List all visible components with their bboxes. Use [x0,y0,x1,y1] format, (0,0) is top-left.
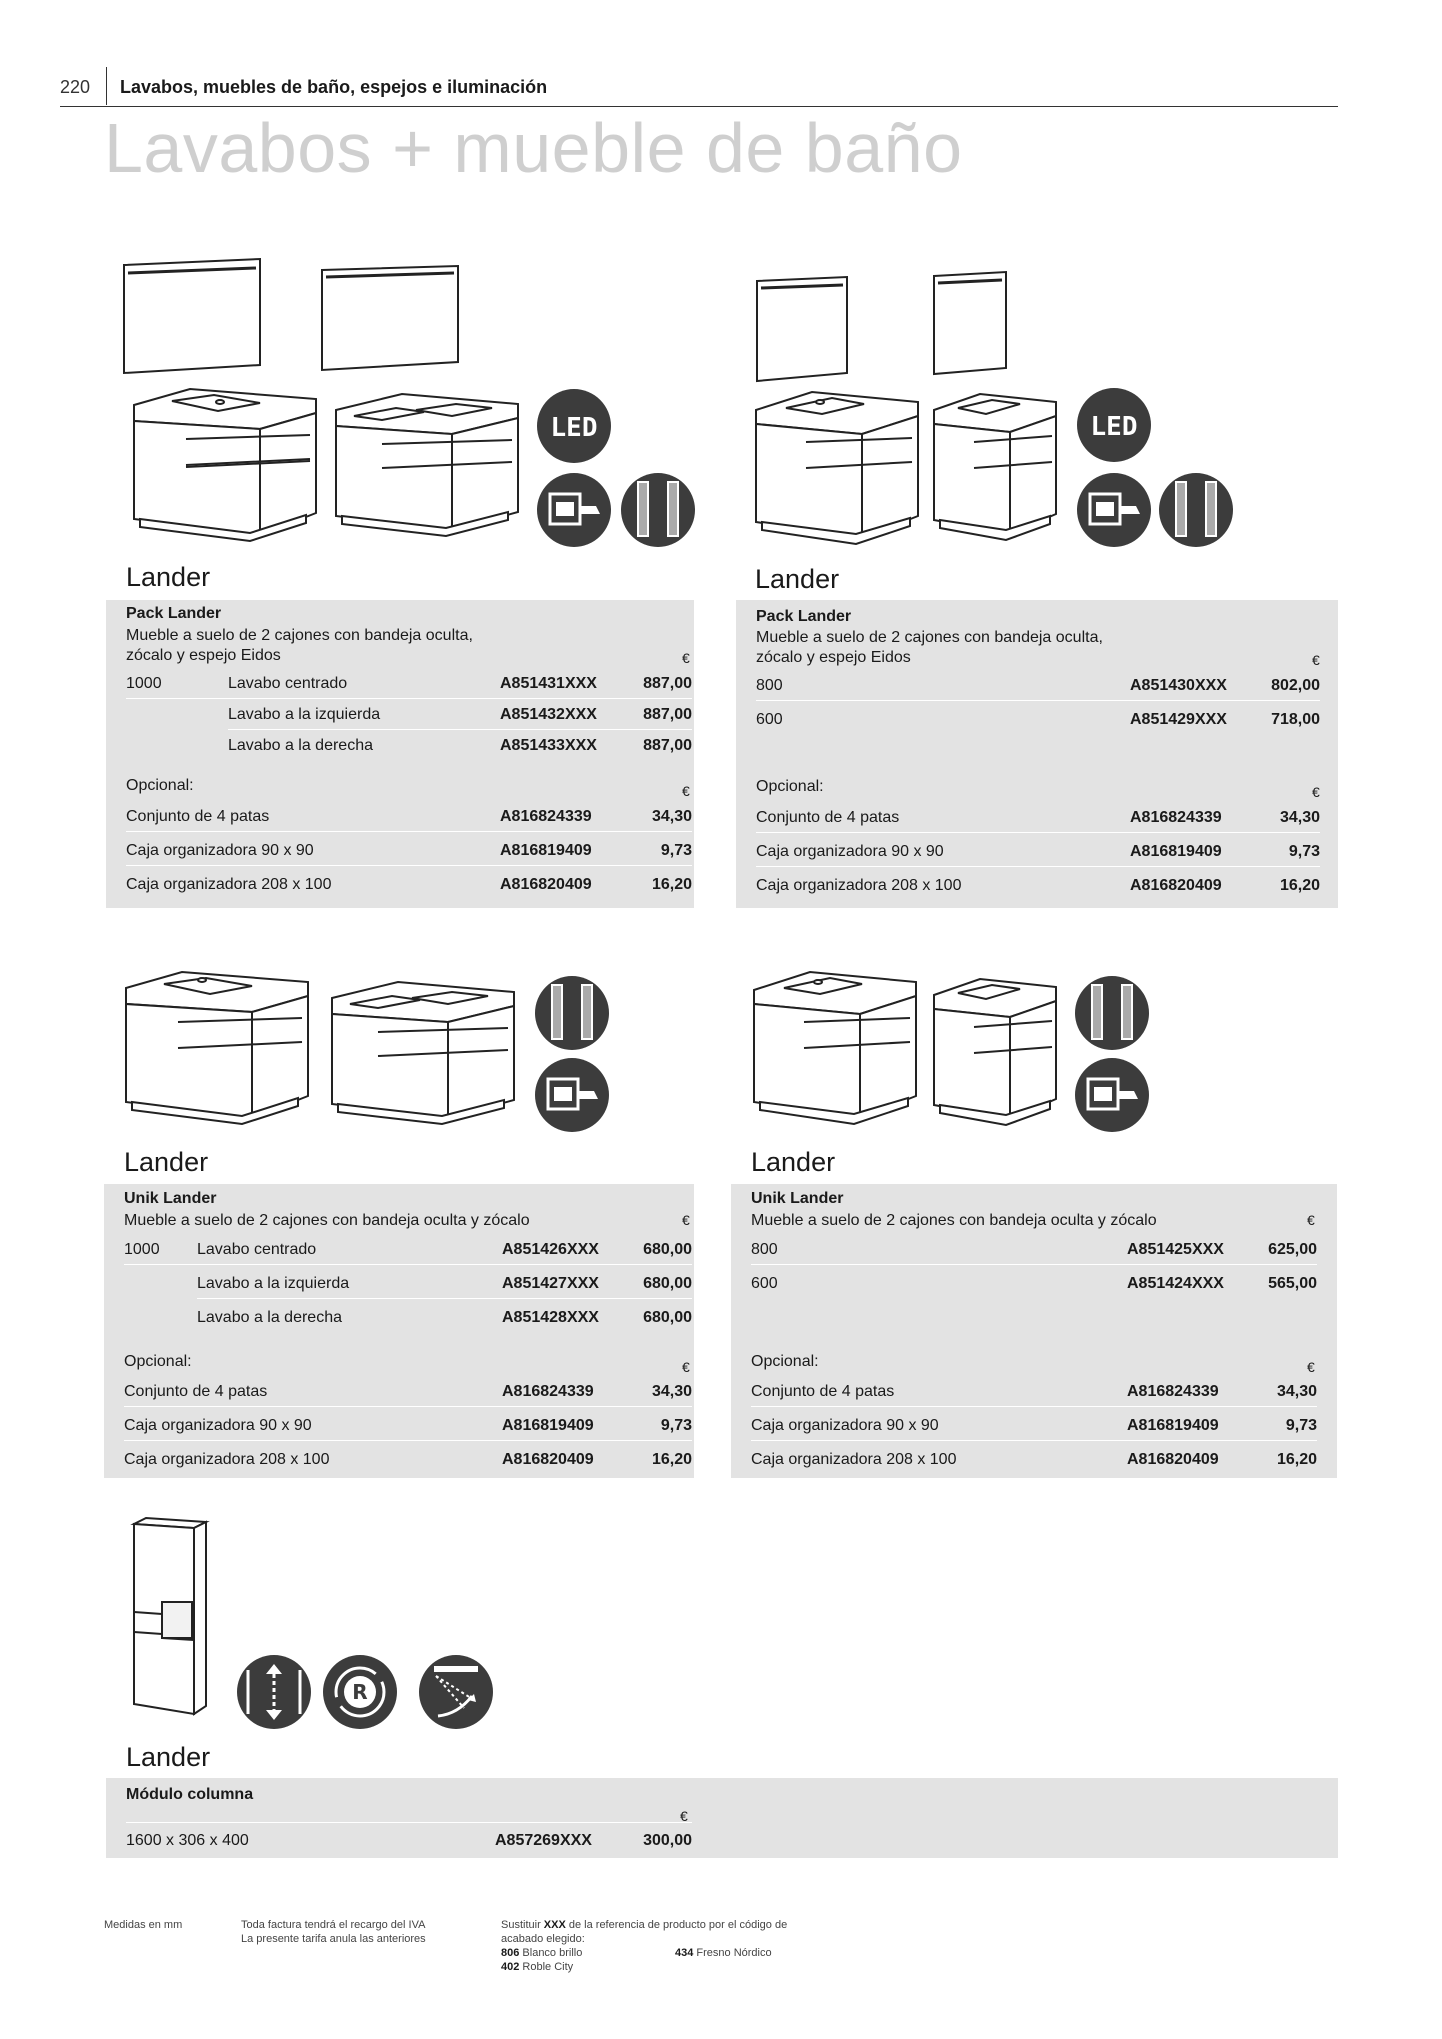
price-cell: 680,00 [643,1241,692,1258]
currency-label: € [1312,652,1320,668]
desc-line: Mueble a suelo de 2 cajones con bandeja oculta y zócalo [124,1212,530,1229]
currency-label: € [1307,1359,1315,1375]
finish-code: 806 [501,1947,520,1959]
price-cell: 9,73 [660,842,692,859]
desc-line: zócalo y espejo Eidos [756,649,911,666]
panel-title: Unik Lander [124,1190,217,1207]
code-cell: A857269XXX [495,1832,592,1849]
footer-line: La presente tarifa anula las anteriores [241,1933,426,1945]
footer-tax-note [241,1918,426,1946]
table-row [126,867,692,900]
code-cell: A816820409 [500,876,592,893]
variant-cell: Lavabo a la izquierda [228,706,381,723]
vanity-cabinet-illustration [332,390,522,540]
table-row [126,1822,692,1855]
currency-label: € [680,1808,688,1824]
table-row [126,833,692,866]
item-cell: Conjunto de 4 patas [756,809,900,826]
price-cell: 680,00 [643,1275,692,1292]
finish-item [675,1946,772,1960]
price-panel [731,1184,1337,1478]
price-panel [106,600,694,908]
price-cell: 16,20 [651,1451,692,1468]
desc-line: Mueble a suelo de 2 cajones con bandeja oculta, [126,627,473,644]
optional-label: Opcional: [126,777,194,794]
item-cell: Caja organizadora 208 x 100 [756,877,962,894]
drawer-organizer-icon [536,472,612,548]
item-cell: Caja organizadora 208 x 100 [126,876,332,893]
item-cell: Caja organizadora 90 x 90 [756,843,944,860]
vanity-cabinet-illustration [930,390,1060,545]
price-cell: 9,73 [1285,1417,1317,1434]
reversible-icon [322,1654,398,1730]
vanity-cabinet-illustration [752,388,922,548]
variant-cell: Lavabo centrado [228,675,348,692]
item-cell: Caja organizadora 90 x 90 [124,1417,312,1434]
price-cell: 16,20 [1279,877,1320,894]
vanity-cabinet-illustration [750,968,920,1128]
section-title: Lavabos, muebles de baño, espejos e iluminación [120,77,548,97]
code-cell: A816819409 [500,842,592,859]
price-cell: 9,73 [660,1417,692,1434]
legs-icon [1158,472,1234,548]
panel-description [756,628,1103,668]
column-cabinet-illustration [130,1516,210,1716]
price-cell: 887,00 [643,737,692,754]
price-cell: 34,30 [651,808,692,825]
table-row [751,1408,1317,1441]
size-cell: 1000 [124,1241,160,1258]
table-row [197,1266,692,1299]
price-cell: 565,00 [1268,1275,1317,1292]
finish-name: Blanco brillo [519,1947,583,1959]
product-name: Lander [126,1742,211,1772]
currency-label: € [682,1359,690,1375]
svg-text:LED: LED [550,413,598,443]
finish-code: 434 [675,1947,694,1959]
footer-line: acabado elegido: [501,1933,585,1945]
price-cell: 802,00 [1271,677,1320,694]
price-cell: 16,20 [1276,1451,1317,1468]
price-cell: 34,30 [651,1383,692,1400]
item-cell: Caja organizadora 90 x 90 [751,1417,939,1434]
code-cell: A816824339 [1130,809,1222,826]
code-cell: A851433XXX [500,737,597,754]
price-cell: 718,00 [1271,711,1320,728]
code-cell: A851428XXX [502,1309,599,1326]
code-cell: A816824339 [500,808,592,825]
vanity-cabinet-illustration [328,978,518,1128]
footer-code: XXX [543,1919,566,1931]
size-cell: 1600 x 306 x 400 [126,1832,249,1849]
desc-line: Mueble a suelo de 2 cajones con bandeja oculta, [756,629,1103,646]
code-cell: A816819409 [502,1417,594,1434]
variant-cell: Lavabo centrado [197,1241,317,1258]
table-row [751,1266,1317,1299]
panel-title: Unik Lander [751,1190,844,1207]
item-cell: Conjunto de 4 patas [124,1383,268,1400]
table-row [228,697,692,730]
legs-icon [1074,975,1150,1051]
code-cell: A851430XXX [1130,677,1227,694]
footer-finish-note [501,1918,861,1974]
table-row [751,1232,1317,1265]
mirror-illustration [318,262,468,377]
price-cell: 625,00 [1268,1241,1317,1258]
size-cell: 800 [756,677,783,694]
page-number: 220 [60,77,91,97]
code-cell: A851425XXX [1127,1241,1224,1258]
table-row [124,1442,692,1475]
price-cell: 16,20 [651,876,692,893]
vanity-cabinet-illustration [122,968,312,1128]
currency-label: € [1312,784,1320,800]
price-cell: 9,73 [1288,843,1320,860]
desc-line: Mueble a suelo de 2 cajones con bandeja oculta y zócalo [751,1212,1157,1229]
optional-label: Opcional: [124,1353,192,1370]
code-cell: A816820409 [1127,1451,1219,1468]
item-cell: Conjunto de 4 patas [126,808,270,825]
product-name: Lander [124,1147,209,1177]
code-cell: A851424XXX [1127,1275,1224,1292]
product-name: Lander [126,562,211,592]
price-cell: 887,00 [643,706,692,723]
item-cell: Conjunto de 4 patas [751,1383,895,1400]
desc-line: zócalo y espejo Eidos [126,647,281,664]
table-row [751,1374,1317,1407]
page-title: Lavabos + mueble de baño [104,109,963,187]
optional-label: Opcional: [756,778,824,795]
table-row [756,702,1320,735]
table-row [124,1374,692,1407]
table-row [197,1300,692,1333]
table-row [756,834,1320,867]
finish-code: 402 [501,1961,520,1973]
led-icon [1076,387,1152,463]
currency-label: € [682,783,690,799]
footer-line: Toda factura tendrá el recargo del IVA [241,1919,426,1931]
variant-cell: Lavabo a la derecha [197,1309,342,1326]
code-cell: A816824339 [502,1383,594,1400]
height-adjust-icon [236,1654,312,1730]
code-cell: A816819409 [1127,1417,1219,1434]
svg-text:LED: LED [1090,412,1138,442]
legs-icon [620,472,696,548]
price-cell: 34,30 [1276,1383,1317,1400]
code-cell: A851432XXX [500,706,597,723]
code-cell: A816819409 [1130,843,1222,860]
vanity-cabinet-illustration [130,385,320,545]
currency-label: € [682,650,690,666]
item-cell: Caja organizadora 90 x 90 [126,842,314,859]
table-row [228,728,692,761]
table-row [751,1442,1317,1475]
code-cell: A851431XXX [500,675,597,692]
variant-cell: Lavabo a la izquierda [197,1275,350,1292]
code-cell: A851427XXX [502,1275,599,1292]
drawer-organizer-icon [534,1057,610,1133]
price-cell: 300,00 [643,1832,692,1849]
code-cell: A851429XXX [1130,711,1227,728]
table-row [756,868,1320,901]
footer-line [501,1946,861,1960]
finish-name: Roble City [519,1961,574,1973]
price-panel [736,600,1338,908]
item-cell: Caja organizadora 208 x 100 [751,1451,957,1468]
code-cell: A816824339 [1127,1383,1219,1400]
table-row [124,1408,692,1441]
table-row [756,668,1320,701]
footer-units: Medidas en mm [104,1919,183,1931]
product-name: Lander [755,564,840,594]
finish-item [501,1946,582,1960]
item-cell: Caja organizadora 208 x 100 [124,1451,330,1468]
product-name: Lander [751,1147,836,1177]
vanity-cabinet-illustration [930,975,1060,1130]
size-cell: 800 [751,1241,778,1258]
panel-title: Pack Lander [756,608,852,625]
size-cell: 600 [756,711,783,728]
panel-title: Pack Lander [126,605,222,622]
footer-text: de la referencia de producto por el código de [565,1919,788,1931]
footer-text: Sustituir [501,1919,544,1931]
mirror-illustration [753,273,853,385]
drawer-organizer-icon [1076,472,1152,548]
price-cell: 887,00 [643,675,692,692]
code-cell: A816820409 [1130,877,1222,894]
table-row [124,1232,692,1265]
code-cell: A816820409 [502,1451,594,1468]
finish-item [501,1960,861,1974]
optional-label: Opcional: [751,1353,819,1370]
size-cell: 600 [751,1275,778,1292]
table-row [126,666,692,699]
page-header [60,75,1338,107]
footer-line [501,1918,861,1932]
panel-description [751,1211,1157,1231]
currency-label: € [682,1212,690,1228]
price-panel [106,1778,1338,1858]
mirror-illustration [930,268,1010,380]
price-panel [104,1184,694,1478]
legs-icon [534,975,610,1051]
drawer-organizer-icon [1074,1057,1150,1133]
led-icon [536,388,612,464]
currency-label: € [1307,1212,1315,1228]
table-row [756,800,1320,833]
variant-cell: Lavabo a la derecha [228,737,373,754]
code-cell: A851426XXX [502,1241,599,1258]
finish-name: Fresno Nórdico [693,1947,772,1959]
mirror-illustration [120,255,285,380]
price-cell: 680,00 [643,1309,692,1326]
svg-text:R: R [352,1680,368,1704]
header-divider [106,67,107,105]
panel-title: Módulo columna [126,1786,254,1803]
price-cell: 34,30 [1279,809,1320,826]
table-row [126,799,692,832]
panel-description [126,626,473,666]
panel-description [124,1211,530,1231]
size-cell: 1000 [126,675,162,692]
soft-close-icon [418,1654,494,1730]
